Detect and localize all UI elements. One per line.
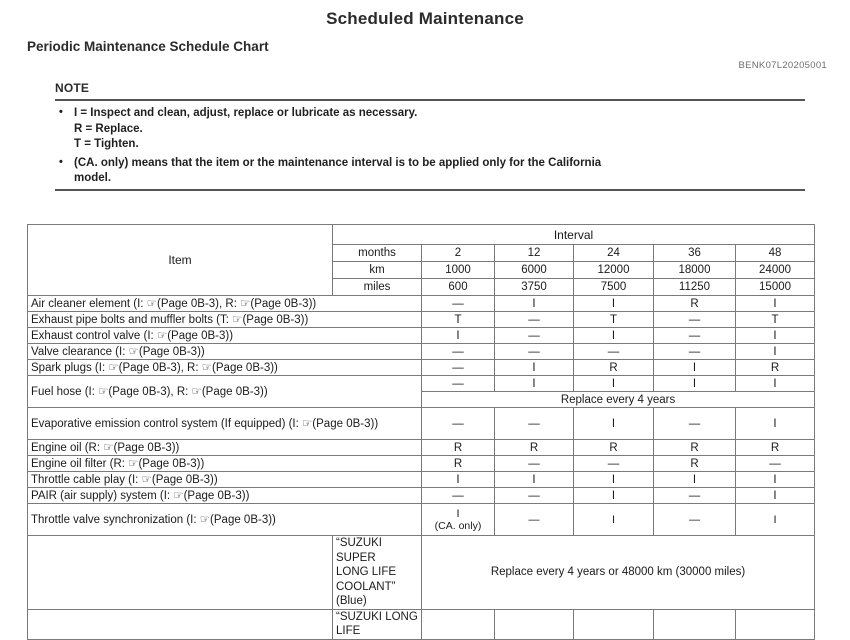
table-row [28, 504, 815, 536]
interval-value-empty [574, 609, 654, 639]
note-block [0, 81, 850, 201]
maintenance-schedule-table-wrap [27, 224, 814, 640]
note-line: model. [74, 172, 112, 184]
interval-value-empty [495, 609, 574, 639]
maintenance-item-label: PAIR (air supply) system (I: ☞(Page 0B-3)) [28, 488, 422, 504]
table-row [28, 488, 815, 504]
interval-value: — [422, 408, 495, 440]
interval-value: I [654, 360, 736, 376]
reference-code: BENK07L20205001 [738, 60, 827, 71]
interval-value: — [574, 456, 654, 472]
interval-value: I [736, 296, 815, 312]
table-row [28, 296, 815, 312]
header-miles-3: 7500 [574, 279, 654, 296]
ca-only-note: (CA. only) [434, 519, 482, 532]
section-header [0, 39, 850, 77]
bullet-icon: • [59, 106, 63, 118]
unit-label-km: km [333, 262, 422, 279]
note-rule-bottom [55, 189, 805, 191]
interval-value: — [422, 376, 495, 392]
maintenance-item-label: Evaporative emission control system (If equipped) (I: ☞(Page 0B-3)) [28, 408, 422, 440]
interval-value: — [495, 504, 574, 536]
interval-value: — [654, 488, 736, 504]
maintenance-item-label: Engine oil (R: ☞(Page 0B-3)) [28, 440, 422, 456]
coolant-name-line: LONG LIFE COOLANT” [336, 566, 397, 593]
note-rule-top [55, 99, 805, 101]
coolant-product-name [333, 536, 422, 610]
note-item [55, 106, 805, 153]
interval-value: I [736, 504, 815, 536]
interval-value-empty [654, 609, 736, 639]
interval-span-note: Replace every 4 years [422, 392, 815, 408]
interval-value: — [654, 344, 736, 360]
interval-value: — [422, 296, 495, 312]
interval-value: I [574, 296, 654, 312]
interval-value: I [495, 376, 574, 392]
interval-value: R [736, 360, 815, 376]
interval-value: R [654, 296, 736, 312]
interval-value: R [422, 440, 495, 456]
header-item-label: Item [28, 225, 333, 296]
interval-value: T [574, 312, 654, 328]
header-km-1: 1000 [422, 262, 495, 279]
table-row [28, 328, 815, 344]
table-row [28, 344, 815, 360]
interval-value: — [495, 344, 574, 360]
interval-value: I [495, 296, 574, 312]
note-line: I = Inspect and clean, adjust, replace or lubricate as necessary. [74, 107, 418, 119]
interval-value: I [574, 472, 654, 488]
interval-value: R [495, 440, 574, 456]
interval-value: I [422, 328, 495, 344]
interval-value: — [654, 328, 736, 344]
header-miles-4: 11250 [654, 279, 736, 296]
interval-value: I [736, 472, 815, 488]
header-months-5: 48 [736, 245, 815, 262]
bullet-icon: • [59, 155, 63, 168]
interval-value: I [495, 472, 574, 488]
interval-value: — [495, 488, 574, 504]
interval-value: I [736, 408, 815, 440]
header-months-1: 2 [422, 245, 495, 262]
maintenance-item-label: Air cleaner element (I: ☞(Page 0B-3), R: ☞(Page 0B-3)) [28, 296, 422, 312]
maintenance-item-label: Throttle valve synchronization (I: ☞(Page 0B-3)) [28, 504, 422, 536]
page-title: Scheduled Maintenance [326, 9, 524, 28]
table-row [28, 456, 815, 472]
header-km-4: 18000 [654, 262, 736, 279]
interval-value: — [654, 312, 736, 328]
table-row [28, 360, 815, 376]
interval-value: I [736, 376, 815, 392]
note-item [55, 156, 805, 187]
interval-value: R [574, 440, 654, 456]
coolant-product-name-2 [333, 609, 422, 639]
interval-value: I [574, 408, 654, 440]
interval-value: I [574, 488, 654, 504]
table-row [28, 440, 815, 456]
maintenance-schedule-table [27, 224, 815, 640]
interval-value: — [654, 504, 736, 536]
interval-value: I [654, 472, 736, 488]
interval-value: I [736, 328, 815, 344]
note-line: R = Replace. [74, 122, 143, 135]
header-km-5: 24000 [736, 262, 815, 279]
maintenance-item-label: Fuel hose (I: ☞(Page 0B-3), R: ☞(Page 0B-3)) [28, 376, 422, 408]
header-km-2: 6000 [495, 262, 574, 279]
interval-value: I [574, 504, 654, 536]
interval-value: T [422, 312, 495, 328]
interval-value: R [654, 440, 736, 456]
interval-value: — [495, 456, 574, 472]
interval-value: — [574, 344, 654, 360]
header-months-4: 36 [654, 245, 736, 262]
header-miles-2: 3750 [495, 279, 574, 296]
interval-value: I [574, 328, 654, 344]
maintenance-item-label: Spark plugs (I: ☞(Page 0B-3), R: ☞(Page 0B-3)) [28, 360, 422, 376]
coolant-interval-note: Replace every 4 years or 48000 km (30000 miles) [422, 536, 815, 610]
interval-value: — [654, 408, 736, 440]
header-months-3: 24 [574, 245, 654, 262]
header-km-3: 12000 [574, 262, 654, 279]
table-row [28, 312, 815, 328]
note-line: (CA. only) means that the item or the maintenance interval is to be applied only for the California [74, 156, 602, 169]
interval-value: I [495, 360, 574, 376]
interval-value: I [574, 376, 654, 392]
interval-value: I [422, 472, 495, 488]
interval-value: — [495, 312, 574, 328]
note-line: T = Tighten. [74, 138, 139, 150]
coolant-item-label-2 [28, 609, 333, 639]
table-row [28, 472, 815, 488]
interval-value: T [736, 312, 815, 328]
table-body [28, 296, 815, 640]
table-header [28, 225, 815, 296]
interval-value: R [654, 456, 736, 472]
interval-value: — [422, 360, 495, 376]
table-row-coolant-long-life [28, 609, 815, 639]
interval-value: I [654, 376, 736, 392]
coolant-item-label [28, 536, 333, 610]
note-label: NOTE [55, 81, 90, 95]
unit-label-months: months [333, 245, 422, 262]
interval-value: I [736, 488, 815, 504]
interval-value: — [422, 488, 495, 504]
interval-value: — [495, 408, 574, 440]
header-row-interval [28, 225, 815, 245]
table-row [28, 408, 815, 440]
coolant-name-line: (Blue) [336, 595, 367, 607]
interval-value: R [736, 440, 815, 456]
coolant-name-line: “SUZUKI LONG LIFE [336, 610, 418, 637]
interval-value: — [422, 344, 495, 360]
maintenance-item-label: Throttle cable play (I: ☞(Page 0B-3)) [28, 472, 422, 488]
header-miles-1: 600 [422, 279, 495, 296]
coolant-name-line: “SUZUKI SUPER [336, 537, 382, 564]
note-list [55, 106, 805, 190]
interval-value-ca [422, 504, 495, 536]
table-row [28, 376, 815, 392]
unit-label-miles: miles [333, 279, 422, 296]
interval-value: I [456, 507, 460, 520]
interval-value: — [736, 456, 815, 472]
interval-value: I [736, 344, 815, 360]
header-interval-label: Interval [333, 225, 815, 245]
interval-value: R [422, 456, 495, 472]
interval-value-empty [736, 609, 815, 639]
maintenance-item-label: Exhaust control valve (I: ☞(Page 0B-3)) [28, 328, 422, 344]
maintenance-item-label: Valve clearance (I: ☞(Page 0B-3)) [28, 344, 422, 360]
header-miles-5: 15000 [736, 279, 815, 296]
interval-value: — [495, 328, 574, 344]
section-title: Periodic Maintenance Schedule Chart [27, 39, 269, 54]
interval-value: R [574, 360, 654, 376]
interval-value-empty [422, 609, 495, 639]
maintenance-item-label: Exhaust pipe bolts and muffler bolts (T: ☞(Page 0B-3)) [28, 312, 422, 328]
maintenance-item-label: Engine oil filter (R: ☞(Page 0B-3)) [28, 456, 422, 472]
table-row-coolant-super [28, 536, 815, 610]
header-months-2: 12 [495, 245, 574, 262]
